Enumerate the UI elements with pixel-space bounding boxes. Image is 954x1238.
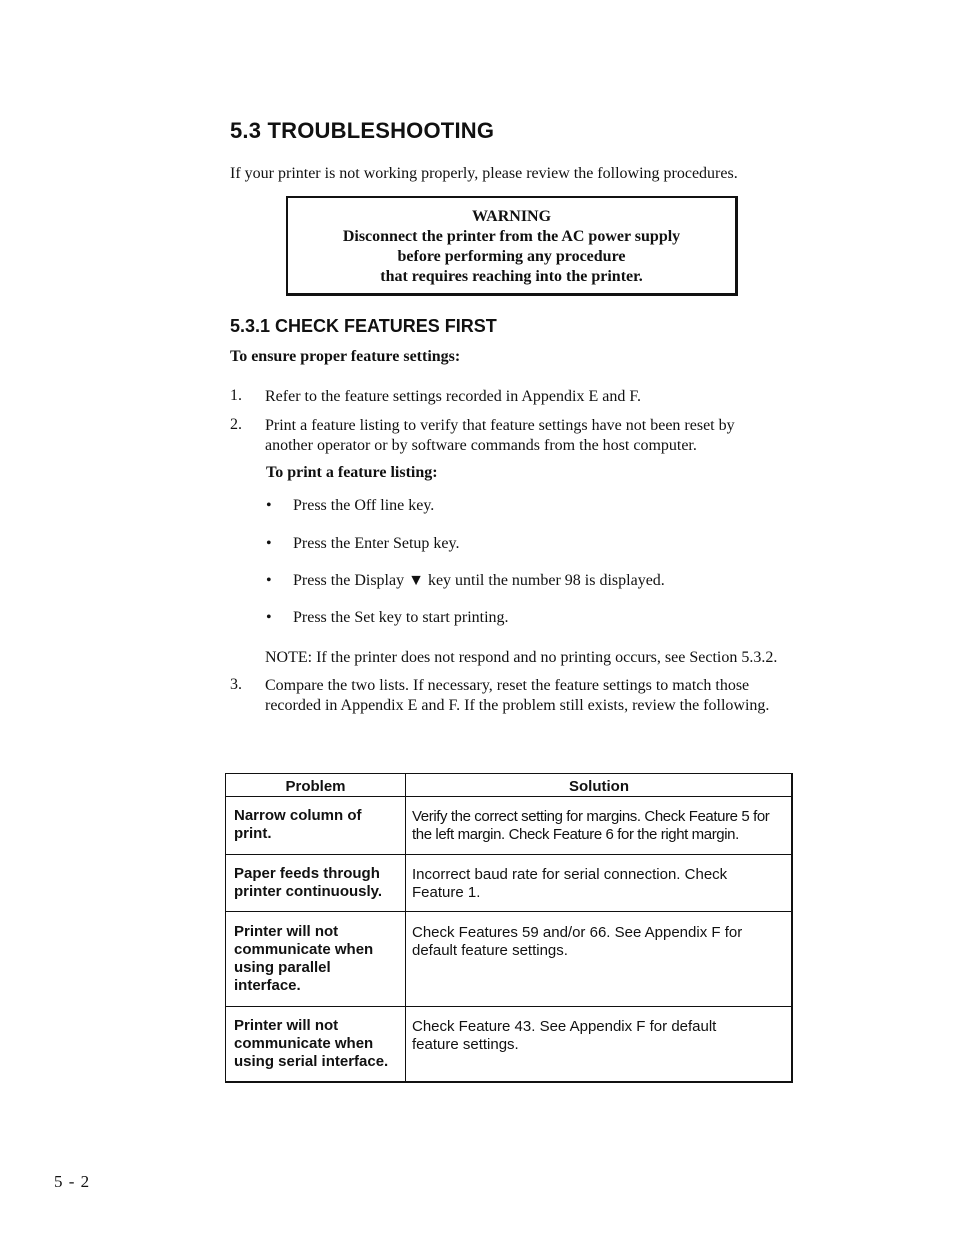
intro-text: If your printer is not working properly, please review the following procedures.: [230, 165, 738, 182]
troubleshooting-table: [225, 773, 793, 1083]
row-divider: [226, 911, 791, 912]
warning-title: WARNING: [471, 208, 552, 225]
listing-heading: To print a feature listing:: [266, 464, 438, 481]
row-divider: [226, 854, 791, 855]
warning-box: [286, 196, 738, 296]
note-text: NOTE: If the printer does not respond and no printing occurs, see Section 5.3.2.: [265, 649, 778, 666]
listing-item: Press the Enter Setup key.: [293, 535, 460, 552]
warning-line: Disconnect the printer from the AC power supply: [342, 228, 681, 245]
problem-cell: Printer will not communicate when using serial interface.: [234, 1017, 389, 1070]
section-title: 5.3 TROUBLESHOOTING: [230, 118, 495, 143]
row-divider: [226, 1006, 791, 1007]
step-number: 3.: [230, 676, 242, 693]
solution-cell: Verify the correct setting for margins. Check Feature 5 for the left margin. Check Feature 6 for the right margin.: [412, 808, 770, 843]
bullet-icon: •: [266, 535, 272, 552]
listing-item: Press the Display ▼ key until the number 98 is displayed.: [293, 572, 665, 589]
listing-item: Press the Off line key.: [293, 497, 435, 514]
problem-cell: Printer will not communicate when using parallel interface.: [234, 923, 374, 994]
step-text: Compare the two lists. If necessary, reset the feature settings to match those recorded in Appendix E and F. If the problem still exists, review the following.: [265, 677, 770, 714]
page-number: 5 - 2: [54, 1172, 91, 1191]
step-number: 2.: [230, 416, 242, 433]
solution-cell: Check Features 59 and/or 66. See Appendix F for default feature settings.: [412, 924, 743, 959]
bullet-icon: •: [266, 609, 272, 626]
warning-line: before performing any procedure: [397, 248, 626, 265]
bullet-icon: •: [266, 572, 272, 589]
column-divider: [405, 774, 406, 1081]
subsection-title: 5.3.1 CHECK FEATURES FIRST: [230, 316, 497, 336]
step-text: Refer to the feature settings recorded in Appendix E and F.: [265, 388, 641, 405]
header-problem: Problem: [285, 778, 346, 795]
solution-cell: Check Feature 43. See Appendix F for default feature settings.: [412, 1018, 717, 1053]
problem-cell: Narrow column of print.: [234, 807, 362, 842]
bullet-icon: •: [266, 497, 272, 514]
listing-item: Press the Set key to start printing.: [293, 609, 509, 626]
step-number: 1.: [230, 387, 242, 404]
header-solution: Solution: [569, 778, 629, 795]
warning-line: that requires reaching into the printer.: [380, 268, 643, 285]
step-text: Print a feature listing to verify that feature settings have not been reset by another operator or by software commands from the host computer.: [265, 417, 735, 454]
subsection-subheading: To ensure proper feature settings:: [230, 348, 461, 365]
solution-cell: Incorrect baud rate for serial connection. Check Feature 1.: [412, 866, 728, 901]
problem-cell: Paper feeds through printer continuously.: [234, 865, 383, 900]
row-divider: [226, 796, 791, 797]
